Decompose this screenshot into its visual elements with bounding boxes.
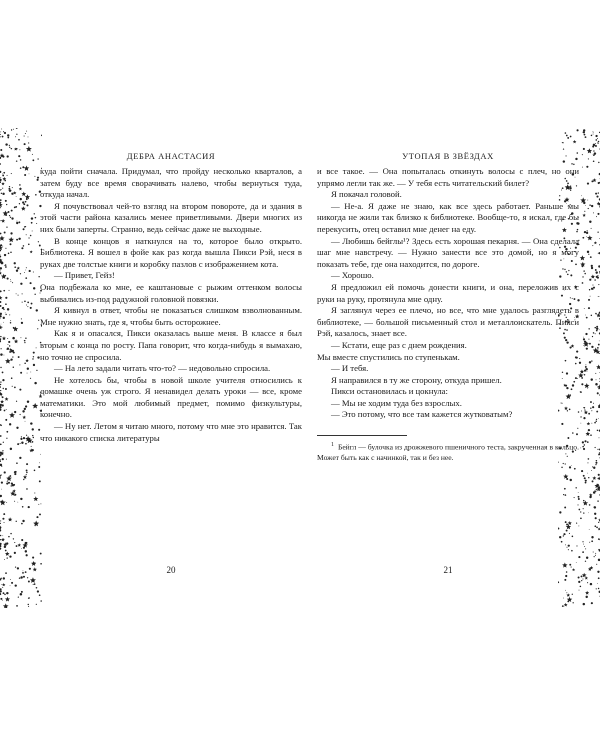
paragraph: Я направился в ту же сторону, откуда пришел. [331, 374, 502, 385]
paragraph: — Кстати, еще раз с днем рождения. [331, 339, 467, 350]
paragraph: Не хотелось бы, чтобы в новой школе учителя относились к домашке очень уж строго. Я ненавидел делать уроки — все, кроме математики. Это мой любимый предмет, помимо физкультуры, конечно. [40, 374, 302, 420]
footnote [317, 440, 579, 463]
left-page-number: 20 [166, 565, 176, 575]
paragraph: — Ну нет. Летом я читаю много, потому что мне это нравится. Так что никакого списка литературы [40, 421, 302, 443]
paragraph: Она подбежала ко мне, ее каштановые с рыжим оттенком волосы выбивались из-под радужной головной повязки. [40, 281, 302, 304]
left-page [40, 150, 302, 444]
paragraph: — Это потому, что все там кажется жутковатым? [331, 409, 513, 420]
paragraph: — Привет, Гейз! [54, 270, 115, 281]
paragraph: Я покачал головой. [331, 189, 402, 200]
paragraph: — Любишь бейглы¹? Здесь есть хорошая пекарня. — Она сделала шаг мне навстречу. — Нужно занести все это домой, но я могу показать тебе, где она находится, по дороге. [317, 235, 579, 269]
right-running-head: УТОПАЯ В ЗВЁЗДАХ [402, 151, 494, 161]
paragraph: — И тебя. [331, 363, 369, 374]
paragraph: Я почувствовал чей-то взгляд на втором повороте, да и здания в этой части района казались менее приветливыми. Двери многих из них были заперты. Странно, ведь сейчас даже не выходные. [40, 200, 302, 234]
paragraph: Я заглянул через ее плечо, но все, что мне удалось разглядеть в библиотеке, — большой письменный стол и металлоискатель. Пикси Рэй, казалось, знает все. [317, 305, 579, 339]
right-body-text [317, 166, 579, 421]
paragraph: Как я и опасался, Пикси оказалась выше меня. В классе я был вторым с конца по росту. Папа говорит, что когда-нибудь я вымахаю, но точно не спросила. [40, 328, 302, 362]
footnote-rule [317, 435, 407, 436]
paragraph: Мы вместе спустились по ступенькам. [317, 351, 460, 362]
paragraph: и все такое. — Она попыталась откинуть волосы с плеч, но они упрямо легли так же. — У тебя есть читательский билет? [317, 166, 579, 188]
paragraph: Я предложил ей помочь донести книги, и она, переложив их с руки на руку, протянула мне одну. [317, 281, 579, 304]
right-page [317, 150, 579, 463]
paragraph: Пикси остановилась и цокнула: [331, 386, 448, 397]
paragraph: В конце концов я наткнулся на то, которое было открыто. Библиотека. Я вошел в фойе как раз когда вышла Пикси Рэй, неся в руках две толстые книги и коробку пазлов с изображением кота. [40, 235, 302, 269]
left-star-border [0, 128, 42, 608]
paragraph: — На лето задали читать что-то? — недовольно спросила. [54, 363, 271, 374]
paragraph: куда пойти сначала. Придумал, что пройду несколько кварталов, а затем буду все время сворачивать налево, чтобы вернуться туда, откуда начал. [40, 166, 302, 200]
right-page-number: 21 [443, 565, 453, 575]
left-body-text [40, 166, 302, 444]
footnote-text: Бейгл — булочка из дрожжевого пшеничного теста, закрученная в кольцо. Может быть как с начинкой, так и без нее. [317, 442, 580, 462]
footnote-mark: 1 [331, 442, 334, 449]
paragraph: — Не-а. Я даже не знаю, как все здесь работает. Раньше мы никогда не жили так близко к библиотеке. Вообще-то, я искал, где бы перекусить, отец оставил мне денег на еду. [317, 200, 579, 234]
paragraph: — Хорошо. [331, 270, 374, 281]
paragraph: Я кивнул в ответ, чтобы не показаться слишком взволнованным. Мне нужно знать, где я, чтобы быть осторожнее. [40, 305, 302, 327]
left-running-head: ДЕБРА АНАСТАСИЯ [126, 151, 216, 161]
star-pattern-icon [0, 128, 42, 608]
paragraph: — Мы не ходим туда без взрослых. [331, 397, 462, 408]
